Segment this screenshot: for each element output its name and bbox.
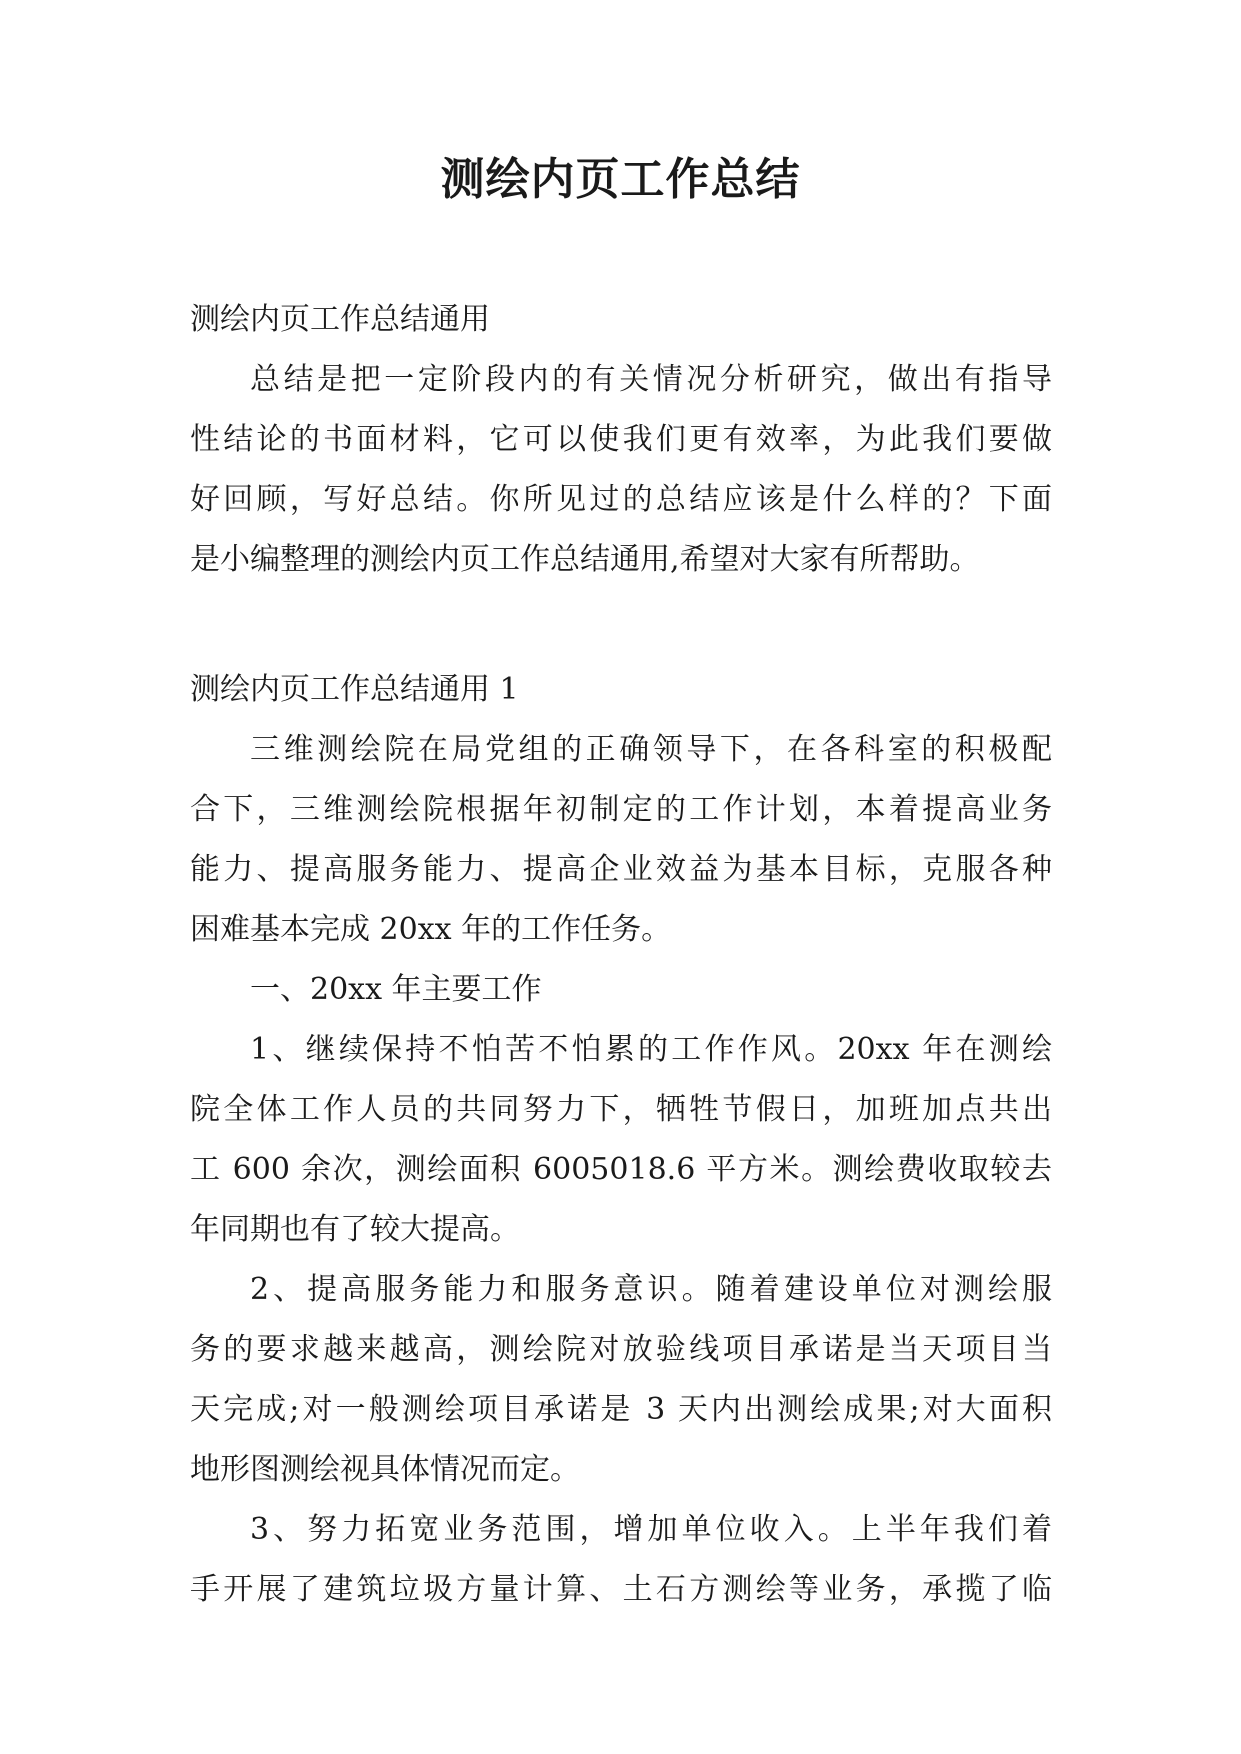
section-line: 合下，三维测绘院根据年初制定的工作计划，本着提高业务: [190, 792, 1052, 827]
document-subtitle: 测绘内页工作总结通用: [190, 302, 490, 337]
document-title: 测绘内页工作总结: [440, 154, 801, 205]
item-3-line: 3、努力拓宽业务范围，增加单位收入。上半年我们着: [250, 1512, 1052, 1547]
intro-line: 性结论的书面材料，它可以使我们更有效率，为此我们要做: [190, 422, 1052, 457]
item-1-line: 1、继续保持不怕苦不怕累的工作作风。20xx 年在测绘: [250, 1032, 1052, 1067]
document-body: [190, 290, 1052, 1620]
section-line: 困难基本完成 20xx 年的工作任务。: [190, 912, 672, 947]
section-line: 三维测绘院在局党组的正确领导下，在各科室的积极配: [250, 732, 1052, 767]
item-3-line: 手开展了建筑垃圾方量计算、土石方测绘等业务，承揽了临: [190, 1572, 1052, 1607]
item-1-line: 院全体工作人员的共同努力下，牺牲节假日，加班加点共出: [190, 1092, 1052, 1127]
item-2-line: 天完成;对一般测绘项目承诺是 3 天内出测绘成果;对大面积: [190, 1392, 1052, 1427]
section-heading: 测绘内页工作总结通用 1: [190, 672, 519, 707]
item-1-paragraph: [190, 1020, 1052, 1260]
item-2-line: 务的要求越来越高，测绘院对放验线项目承诺是当天项目当: [190, 1332, 1052, 1367]
intro-line: 好回顾，写好总结。你所见过的总结应该是什么样的？下面: [190, 482, 1052, 517]
item-1-line: 工 600 余次，测绘面积 6005018.6 平方米。测绘费收取较去: [190, 1152, 1052, 1187]
item-2-line: 2、提高服务能力和服务意识。随着建设单位对测绘服: [250, 1272, 1052, 1307]
subheading-main-work: 一、20xx 年主要工作: [250, 972, 542, 1007]
item-3-paragraph: [190, 1500, 1052, 1620]
section-spacer: [190, 590, 1052, 660]
section-paragraph: [190, 720, 1052, 960]
section-line: 能力、提高服务能力、提高企业效益为基本目标，克服各种: [190, 852, 1052, 887]
item-1-line: 年同期也有了较大提高。: [190, 1212, 520, 1247]
intro-line: 是小编整理的测绘内页工作总结通用,希望对大家有所帮助。: [190, 542, 980, 577]
item-2-paragraph: [190, 1260, 1052, 1500]
intro-paragraph: [190, 350, 1052, 590]
item-2-line: 地形图测绘视具体情况而定。: [190, 1452, 580, 1487]
intro-line: 总结是把一定阶段内的有关情况分析研究，做出有指导: [250, 362, 1052, 397]
